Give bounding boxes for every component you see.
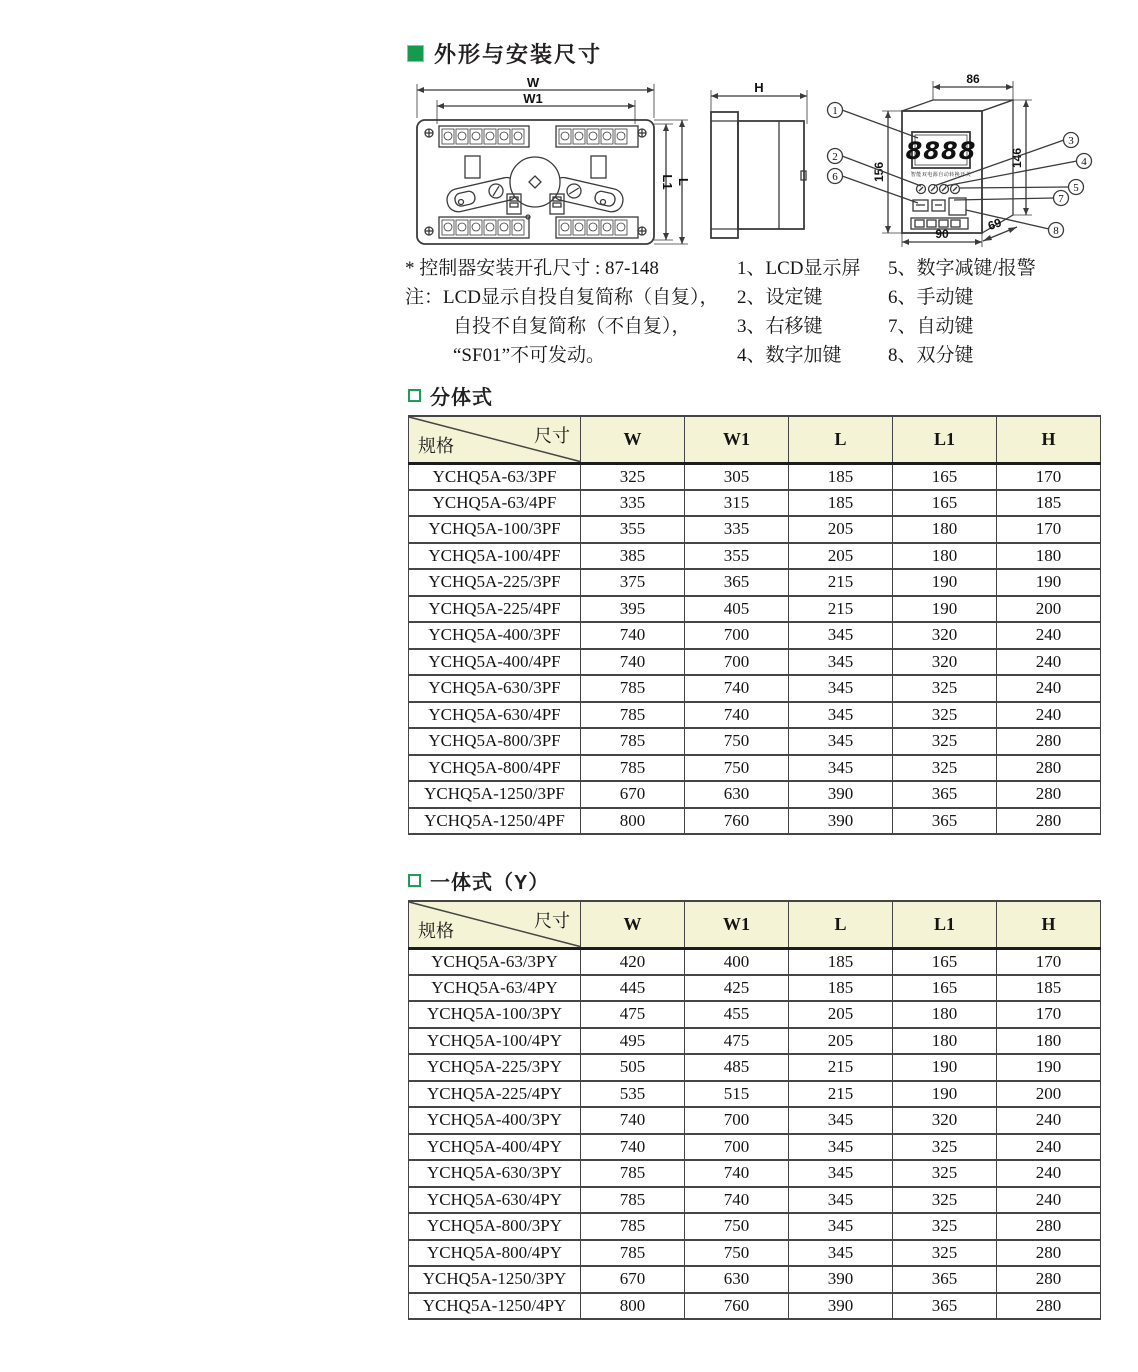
table-row (409, 1160, 1101, 1187)
dimension-cell: 325 (893, 675, 997, 702)
model-cell: YCHQ5A-100/4PF (409, 543, 581, 570)
section-label: 分体式 (430, 387, 493, 409)
dimension-cell: 740 (685, 702, 789, 729)
dimension-cell: 785 (581, 755, 685, 782)
dimension-cell: 355 (685, 543, 789, 570)
lcd-display: 8888 (905, 137, 977, 165)
callout-5: 5 (1073, 182, 1079, 194)
model-cell: YCHQ5A-225/3PF (409, 569, 581, 596)
dimension-cell: 740 (581, 649, 685, 676)
model-cell: YCHQ5A-100/3PY (409, 1001, 581, 1028)
model-cell: YCHQ5A-400/4PY (409, 1134, 581, 1161)
table-row (409, 948, 1101, 975)
table-row (409, 1081, 1101, 1108)
legend-item: 7、自动键 (888, 316, 974, 337)
model-cell: YCHQ5A-100/3PF (409, 516, 581, 543)
dimension-cell: 240 (997, 1107, 1101, 1134)
dimension-cell: 280 (997, 755, 1101, 782)
note-line: * 控制器安装开孔尺寸 : 87-148 (405, 258, 659, 279)
legend-item: 8、双分键 (888, 345, 974, 366)
dimension-cell: 325 (893, 702, 997, 729)
callout-7: 7 (1058, 193, 1064, 205)
dimension-cell: 750 (685, 1240, 789, 1267)
dimension-cell: 240 (997, 1187, 1101, 1214)
table-row (409, 1134, 1101, 1161)
dimension-cell: 365 (893, 1266, 997, 1293)
column-header-l1: L1 (893, 416, 997, 463)
dimension-cell: 390 (789, 808, 893, 835)
column-header-l: L (789, 901, 893, 948)
callout-2: 2 (832, 151, 838, 163)
parts-legend-col2 (888, 254, 1036, 370)
dimension-cell: 345 (789, 675, 893, 702)
model-cell: YCHQ5A-1250/4PY (409, 1293, 581, 1320)
dimension-cell: 190 (893, 569, 997, 596)
dimension-cell: 425 (685, 975, 789, 1002)
dimension-cell: 280 (997, 781, 1101, 808)
model-cell: YCHQ5A-400/3PY (409, 1107, 581, 1134)
dimension-cell: 390 (789, 1293, 893, 1320)
dimension-cell: 190 (893, 1081, 997, 1108)
table-row (409, 1213, 1101, 1240)
note-line: 自投不自复简称（不自复）， (453, 316, 691, 337)
dim-90-label: 90 (935, 227, 949, 241)
legend-item: 6、手动键 (888, 287, 974, 308)
table-row (409, 1001, 1101, 1028)
table-row (409, 728, 1101, 755)
dimension-cell: 800 (581, 1293, 685, 1320)
dimension-cell: 240 (997, 1134, 1101, 1161)
callout-3: 3 (1068, 135, 1074, 147)
corner-header-cell (409, 901, 581, 948)
table-row (409, 1107, 1101, 1134)
green-open-square-icon (408, 874, 421, 887)
dimension-cell: 785 (581, 728, 685, 755)
corner-label-spec: 规格 (418, 920, 454, 941)
dimension-cell: 700 (685, 1107, 789, 1134)
dimension-cell: 180 (893, 1028, 997, 1055)
front-view-drawing (403, 76, 695, 252)
column-header-h: H (997, 416, 1101, 463)
column-header-w: W (581, 901, 685, 948)
dimension-cell: 485 (685, 1054, 789, 1081)
dimension-cell: 190 (997, 1054, 1101, 1081)
legend-item: 2、设定键 (737, 287, 823, 308)
model-cell: YCHQ5A-63/3PY (409, 948, 581, 975)
model-cell: YCHQ5A-1250/4PF (409, 808, 581, 835)
parts-legend-col1 (737, 254, 861, 370)
dimension-cell: 325 (893, 1160, 997, 1187)
legend-item: 5、数字减键/报警 (888, 258, 1036, 279)
page-title: 外形与安装尺寸 (434, 42, 603, 67)
dimension-cell: 760 (685, 1293, 789, 1320)
dimension-cell: 280 (997, 808, 1101, 835)
dimension-cell: 325 (893, 728, 997, 755)
table-row (409, 675, 1101, 702)
column-header-w1: W1 (685, 901, 789, 948)
table-row (409, 543, 1101, 570)
dim-69-label: 69 (985, 215, 1004, 234)
dimension-cell: 750 (685, 1213, 789, 1240)
dimension-cell: 630 (685, 1266, 789, 1293)
dimension-cell: 165 (893, 975, 997, 1002)
dimension-cell: 180 (997, 1028, 1101, 1055)
dimension-cell: 185 (789, 463, 893, 490)
section-heading-split-type (408, 381, 493, 410)
dimension-cell: 505 (581, 1054, 685, 1081)
page-title-row (407, 38, 602, 69)
dimension-cell: 375 (581, 569, 685, 596)
dimension-cell: 345 (789, 702, 893, 729)
dimension-cell: 700 (685, 649, 789, 676)
table-row (409, 702, 1101, 729)
model-cell: YCHQ5A-630/4PY (409, 1187, 581, 1214)
dimension-cell: 205 (789, 1028, 893, 1055)
dimension-cell: 165 (893, 463, 997, 490)
section-heading-integrated-type (408, 866, 549, 895)
dimension-cell: 165 (893, 490, 997, 517)
dimension-cell: 365 (893, 808, 997, 835)
dimension-cell: 165 (893, 948, 997, 975)
dimension-cell: 280 (997, 1293, 1101, 1320)
dimension-cell: 515 (685, 1081, 789, 1108)
model-cell: YCHQ5A-100/4PY (409, 1028, 581, 1055)
dimension-cell: 185 (997, 490, 1101, 517)
table-row (409, 1187, 1101, 1214)
split-type-dimension-table (408, 415, 1101, 835)
dimension-cell: 785 (581, 675, 685, 702)
dimension-cell: 800 (581, 808, 685, 835)
model-cell: YCHQ5A-800/3PF (409, 728, 581, 755)
table-header-row (409, 416, 1101, 463)
column-header-h: H (997, 901, 1101, 948)
dimension-cell: 325 (581, 463, 685, 490)
dimension-cell: 280 (997, 1266, 1101, 1293)
model-cell: YCHQ5A-800/4PF (409, 755, 581, 782)
model-cell: YCHQ5A-400/4PF (409, 649, 581, 676)
dimension-cell: 320 (893, 622, 997, 649)
dimension-cell: 240 (997, 649, 1101, 676)
dimension-cell: 200 (997, 1081, 1101, 1108)
column-header-w: W (581, 416, 685, 463)
dimension-cell: 345 (789, 1107, 893, 1134)
dimension-cell: 215 (789, 1054, 893, 1081)
table-row (409, 1028, 1101, 1055)
dimension-cell: 240 (997, 1160, 1101, 1187)
table-row (409, 1293, 1101, 1320)
callout-8: 8 (1053, 225, 1059, 237)
dim-w1-label: W1 (523, 91, 543, 106)
dimension-cell: 185 (789, 490, 893, 517)
dimension-cell: 785 (581, 1213, 685, 1240)
dimension-cell: 335 (581, 490, 685, 517)
table-row (409, 755, 1101, 782)
dimension-cell: 325 (893, 755, 997, 782)
model-cell: YCHQ5A-63/4PF (409, 490, 581, 517)
table-header-row (409, 901, 1101, 948)
dimension-cell: 405 (685, 596, 789, 623)
dim-156-label: 156 (872, 161, 886, 183)
legend-item: 4、数字加键 (737, 345, 842, 366)
dimension-cell: 215 (789, 1081, 893, 1108)
dimension-cell: 205 (789, 1001, 893, 1028)
table-row (409, 808, 1101, 835)
dimension-cell: 420 (581, 948, 685, 975)
dimension-cell: 315 (685, 490, 789, 517)
table-row (409, 463, 1101, 490)
corner-label-dimension: 尺寸 (534, 911, 570, 931)
note-line: “SF01”不可发动。 (453, 345, 606, 366)
dimension-cell: 785 (581, 702, 685, 729)
dim-146-label: 146 (1010, 147, 1024, 169)
dimension-cell: 180 (893, 516, 997, 543)
dimension-cell: 345 (789, 755, 893, 782)
model-cell: YCHQ5A-1250/3PF (409, 781, 581, 808)
dimension-cell: 180 (893, 1001, 997, 1028)
dimension-cell: 740 (581, 1134, 685, 1161)
column-header-w1: W1 (685, 416, 789, 463)
dimension-cell: 325 (893, 1240, 997, 1267)
dimension-cell: 320 (893, 1107, 997, 1134)
model-cell: YCHQ5A-225/4PY (409, 1081, 581, 1108)
table-row (409, 490, 1101, 517)
dim-l-label: L (676, 178, 691, 186)
dimension-cell: 345 (789, 728, 893, 755)
dimension-cell: 345 (789, 622, 893, 649)
model-cell: YCHQ5A-1250/3PY (409, 1266, 581, 1293)
model-cell: YCHQ5A-63/3PF (409, 463, 581, 490)
dimension-cell: 190 (997, 569, 1101, 596)
dimension-cell: 760 (685, 808, 789, 835)
dimension-cell: 305 (685, 463, 789, 490)
dimension-cell: 185 (789, 948, 893, 975)
dimension-cell: 170 (997, 1001, 1101, 1028)
model-cell: YCHQ5A-225/3PY (409, 1054, 581, 1081)
table-row (409, 516, 1101, 543)
dimension-cell: 750 (685, 755, 789, 782)
callout-1: 1 (832, 105, 838, 117)
dimension-cell: 280 (997, 1240, 1101, 1267)
lcd-caption: 智能双电源自动转换开关 (910, 172, 972, 178)
dimension-cell: 185 (997, 975, 1101, 1002)
model-cell: YCHQ5A-800/3PY (409, 1213, 581, 1240)
note-line: 注：LCD显示自投自复简称（自复）， (405, 287, 719, 308)
dimension-cell: 495 (581, 1028, 685, 1055)
dimension-cell: 365 (685, 569, 789, 596)
dimension-cell: 240 (997, 702, 1101, 729)
dimension-cell: 785 (581, 1240, 685, 1267)
table-row (409, 1240, 1101, 1267)
dimension-cell: 785 (581, 1187, 685, 1214)
corner-header-cell (409, 416, 581, 463)
table-row (409, 596, 1101, 623)
dimension-cell: 205 (789, 516, 893, 543)
dimension-cell: 190 (893, 596, 997, 623)
dimension-cell: 345 (789, 1160, 893, 1187)
dimension-cell: 190 (893, 1054, 997, 1081)
table-row (409, 1266, 1101, 1293)
dimension-cell: 240 (997, 675, 1101, 702)
model-cell: YCHQ5A-400/3PF (409, 622, 581, 649)
corner-label-dimension: 尺寸 (534, 426, 570, 446)
green-open-square-icon (408, 389, 421, 402)
dimension-cell: 325 (893, 1213, 997, 1240)
dimension-cell: 205 (789, 543, 893, 570)
dimension-cell: 240 (997, 622, 1101, 649)
dimension-cell: 280 (997, 1213, 1101, 1240)
dimension-cell: 365 (893, 1293, 997, 1320)
column-header-l: L (789, 416, 893, 463)
dimension-cell: 740 (685, 1160, 789, 1187)
dimension-cell: 325 (893, 1187, 997, 1214)
dimension-cell: 670 (581, 781, 685, 808)
dimension-cell: 345 (789, 649, 893, 676)
table-row (409, 649, 1101, 676)
dimension-cell: 335 (685, 516, 789, 543)
dimension-cell: 345 (789, 1187, 893, 1214)
dimension-cell: 180 (893, 543, 997, 570)
controller-drawing (820, 70, 1098, 252)
dimension-cell: 355 (581, 516, 685, 543)
dimension-cell: 475 (581, 1001, 685, 1028)
dimension-cell: 445 (581, 975, 685, 1002)
dimension-cell: 390 (789, 781, 893, 808)
column-header-l1: L1 (893, 901, 997, 948)
model-cell: YCHQ5A-630/3PF (409, 675, 581, 702)
dimension-cell: 535 (581, 1081, 685, 1108)
model-cell: YCHQ5A-630/4PF (409, 702, 581, 729)
legend-item: 3、右移键 (737, 316, 823, 337)
model-cell: YCHQ5A-800/4PY (409, 1240, 581, 1267)
dimension-cell: 740 (581, 622, 685, 649)
dimension-cell: 630 (685, 781, 789, 808)
side-view-drawing (697, 76, 825, 252)
dimension-cell: 740 (581, 1107, 685, 1134)
integrated-type-dimension-table (408, 900, 1101, 1320)
corner-label-spec: 规格 (418, 435, 454, 456)
dimension-cell: 325 (893, 1134, 997, 1161)
dimension-cell: 215 (789, 569, 893, 596)
dimension-cell: 385 (581, 543, 685, 570)
model-cell: YCHQ5A-225/4PF (409, 596, 581, 623)
dimension-cell: 345 (789, 1213, 893, 1240)
dimension-cell: 170 (997, 516, 1101, 543)
model-cell: YCHQ5A-630/3PY (409, 1160, 581, 1187)
section-label: 一体式（Y） (430, 872, 550, 894)
dimension-cell: 200 (997, 596, 1101, 623)
model-cell: YCHQ5A-63/4PY (409, 975, 581, 1002)
installation-notes (405, 254, 735, 370)
dimension-cell: 345 (789, 1134, 893, 1161)
dimension-cell: 170 (997, 948, 1101, 975)
table-row (409, 622, 1101, 649)
dimension-cell: 345 (789, 1240, 893, 1267)
callout-6: 6 (832, 171, 838, 183)
dimension-cell: 365 (893, 781, 997, 808)
table-row (409, 569, 1101, 596)
dim-l1-label: L1 (660, 174, 675, 190)
dimension-cell: 740 (685, 1187, 789, 1214)
dimension-cell: 320 (893, 649, 997, 676)
dim-h-label: H (754, 80, 764, 95)
dimension-cell: 475 (685, 1028, 789, 1055)
legend-item: 1、LCD显示屏 (737, 258, 861, 279)
dimension-cell: 180 (997, 543, 1101, 570)
dimension-cell: 740 (685, 675, 789, 702)
dim-86-label: 86 (966, 72, 980, 86)
dimension-cell: 185 (789, 975, 893, 1002)
dimension-cell: 170 (997, 463, 1101, 490)
dimension-cell: 280 (997, 728, 1101, 755)
dimension-cell: 785 (581, 1160, 685, 1187)
dimension-cell: 700 (685, 622, 789, 649)
dimension-cell: 400 (685, 948, 789, 975)
dimension-cell: 670 (581, 1266, 685, 1293)
table-row (409, 781, 1101, 808)
dimension-cell: 700 (685, 1134, 789, 1161)
dimension-cell: 395 (581, 596, 685, 623)
dimension-cell: 750 (685, 728, 789, 755)
dimension-cell: 215 (789, 596, 893, 623)
dim-w-label: W (526, 75, 540, 90)
green-square-bullet-icon (407, 45, 424, 62)
dimension-cell: 390 (789, 1266, 893, 1293)
dimension-cell: 455 (685, 1001, 789, 1028)
table-row (409, 1054, 1101, 1081)
table-row (409, 975, 1101, 1002)
callout-4: 4 (1081, 156, 1087, 168)
